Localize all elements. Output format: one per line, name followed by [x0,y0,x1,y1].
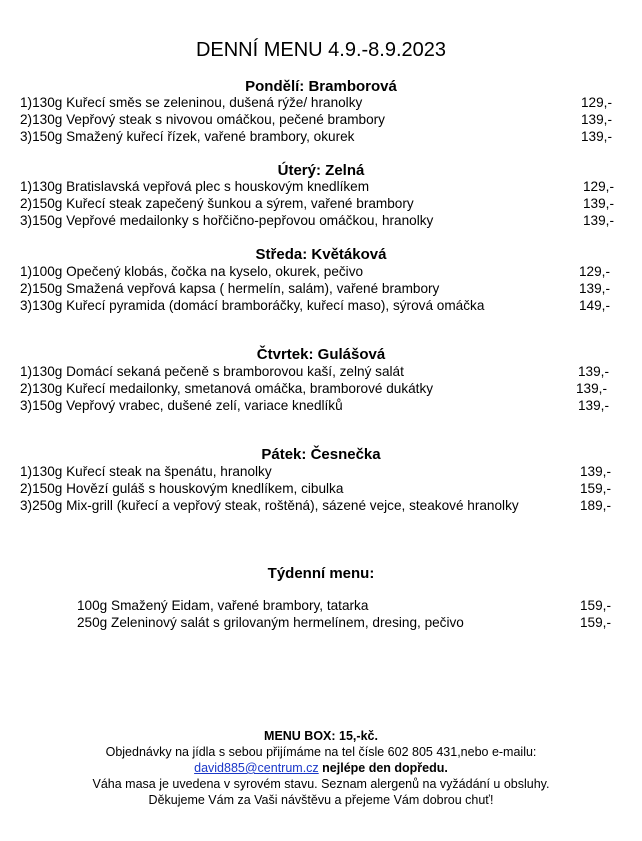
menu-item-price: 139,- [576,381,607,396]
menu-item: 1)130g Domácí sekaná pečeně s bramborovou kaší, zelný salát [20,364,404,379]
day-heading-thursday: Čtvrtek: Gulášová [256,346,386,363]
menu-item: 1)130g Bratislavská vepřová plec s houskovým knedlíkem [20,179,370,194]
menu-item-price: 139,- [578,364,609,379]
menu-item-price: 149,- [579,298,610,313]
menu-item: 100g Smažený Eidam, vařené brambory, tatarka [77,598,369,613]
menu-item: 3)150g Smažený kuřecí řízek, vařené brambory, okurek [20,129,355,144]
day-heading-friday: Pátek: Česnečka [261,446,381,463]
menu-item-price: 139,- [581,112,612,127]
menu-item: 1)100g Opečený klobás, čočka na kyselo, okurek, pečivo [20,264,364,279]
menu-box-note: MENU BOX: 15,-kč. [264,729,378,743]
menu-item: 3)150g Vepřový vrabec, dušené zelí, variace knedlíků [20,398,343,413]
menu-item: 3)150g Vepřové medailonky s hořčično-pepřovou omáčkou, hranolky [20,213,434,228]
weekly-menu-heading: Týdenní menu: [267,565,375,582]
menu-item-price: 159,- [580,598,611,613]
menu-item-price: 129,- [581,95,612,110]
menu-item-price: 139,- [578,398,609,413]
day-heading-wednesday: Středa: Květáková [255,246,387,263]
email-suffix: nejlépe den dopředu. [318,761,448,775]
day-heading-monday: Pondělí: Bramborová [245,78,397,95]
menu-item-price: 139,- [583,213,614,228]
menu-item: 1)130g Kuřecí steak na špenátu, hranolky [20,464,272,479]
menu-item: 3)250g Mix-grill (kuřecí a vepřový steak, roštěná), sázené vejce, steakové hranolky [20,498,519,513]
page-title: DENNÍ MENU 4.9.-8.9.2023 [195,39,447,61]
weight-note: Váha masa je uvedena v syrovém stavu. Seznam alergenů na vyžádání u obsluhy. [92,777,550,791]
menu-item-price: 159,- [580,615,611,630]
email-link[interactable]: david885@centrum.cz [194,761,319,775]
menu-item: 250g Zeleninový salát s grilovaným hermelínem, dresing, pečivo [77,615,464,630]
order-info: Objednávky na jídla s sebou přijímáme na tel čísle 602 805 431,nebo e-mailu: [105,745,537,759]
menu-item-price: 139,- [581,129,612,144]
day-heading-tuesday: Úterý: Zelná [277,162,365,179]
menu-item: 1)130g Kuřecí směs se zeleninou, dušená rýže/ hranolky [20,95,363,110]
menu-item-price: 139,- [580,464,611,479]
menu-item-price: 159,- [580,481,611,496]
menu-item: 3)130g Kuřecí pyramida (domácí bramboráčky, kuřecí maso), sýrová omáčka [20,298,485,313]
menu-item-price: 189,- [580,498,611,513]
menu-item-price: 129,- [579,264,610,279]
thanks-note: Děkujeme Vám za Vaši návštěvu a přejeme Vám dobrou chuť! [148,793,494,807]
menu-item: 2)150g Smažená vepřová kapsa ( hermelín, salám), vařené brambory [20,281,440,296]
menu-item-price: 139,- [579,281,610,296]
menu-item: 2)150g Hovězí guláš s houskovým knedlíkem, cibulka [20,481,344,496]
menu-item: 2)130g Vepřový steak s nivovou omáčkou, pečené brambory [20,112,385,127]
menu-item-price: 129,- [583,179,614,194]
email-line [0,760,642,776]
menu-item: 2)130g Kuřecí medailonky, smetanová omáčka, bramborové dukátky [20,381,434,396]
menu-item-price: 139,- [583,196,614,211]
menu-item: 2)150g Kuřecí steak zapečený šunkou a sýrem, vařené brambory [20,196,414,211]
